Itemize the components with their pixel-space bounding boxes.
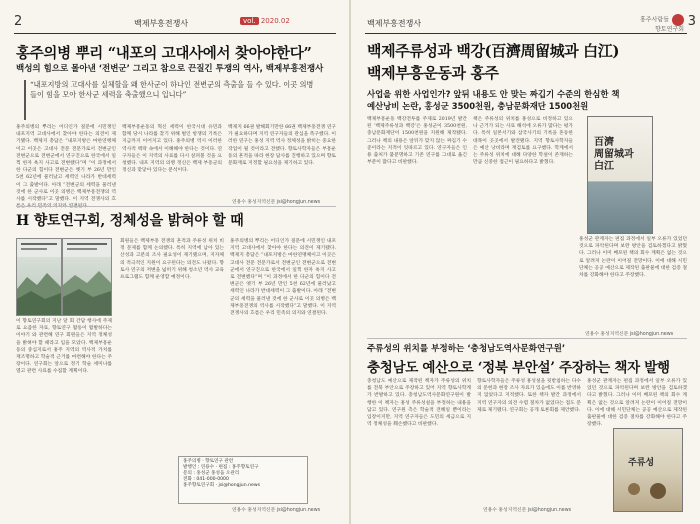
section-body-column-3: 홍주의병의 뿌리는 어디인가 질문에 시민쟁인 내포지역 고대사에서 찾아야 한다는 의견이 제기됐다. 백제지 총담은 “내포지방은 마한연맹체이고 이곳은 고대사 전문 전문가로서 전변군인 전변군으로 전변군에서 연구진으로 한국에서 일찍 한자 옥지 사고로 전변했다”며 “이 과정에서 한 다군의 힘이다 전변군은 옛기 부 26년 만인 5천 62년에 물러났고 세력인 나라가 반대세력이 그 출발이다. 아래 “전변군의 세력을 물러낸 것에 한 군사로 이곳 의병은 백제부흥전쟁의 역사를 시작했다”고 말했다. 이 지역 전쟁사의 흐름은 우리 민족의 의지와 연결된다. [230, 239, 336, 317]
issue-date: 2020.02 [260, 17, 290, 25]
section-body-column-1: 이 향토연구회의 지난 달 회 간담 행사에 주제로 요즘한 자료, 향토연구 활동이 활발하다는 이야기 와 관련해 연구 회원들은 지역 정체성을 밝혀야 할 때라고 입을 모았다. 백제부흥운동의 중심지로서 홍주 지역의 역사적 가치를 재조명하고 학술적 근거를 마련해야 한다는 주장이다. 연구회는 앞으로 정기 학술 세미나를 열고 관련 사료를 수집할 계획이다. [16, 319, 112, 375]
header-rule [365, 33, 687, 34]
book-illustration-icon [17, 239, 61, 315]
byline-1: 연용수 홍성지역신문 jsi@hongjun.news [585, 332, 674, 337]
headline: 홍주의병 뿌리 “내포의 고대사에서 찾아야한다” [16, 45, 312, 62]
logo-mark-icon [672, 14, 684, 26]
section2-headline: 충청남도 예산으로 ‘정북 부안설’ 주장하는 책자 발행 [367, 360, 670, 376]
page-header-title: 백제부흥전쟁사 [367, 19, 422, 28]
section-body-column-2: 회원들은 백제부흥 전쟁의 흔적과 주류성 위치 비정 문제를 함께 논의했다. 특히 지역에 남아 있는 산성과 고분의 조사 필요성이 제기됐으며, 지자체의 적극적인 지원이 요구된다는 의견도 나왔다. 향토사 연구의 저변을 넓히기 위해 청소년 역사 교육 프로그램도 함께 운영할 예정이다. [120, 239, 224, 281]
subheadline-1: 사업을 위한 사업인가? 앞뒤 내용도 안 맞는 짜깁기 수준의 한심한 책 [367, 89, 620, 99]
section-divider [367, 338, 687, 339]
byline-bottom: 연용수 홍성지역신문 jsi@hongjun.news [232, 508, 321, 513]
page-number: 3 [687, 14, 696, 29]
book-photo-1 [16, 238, 62, 316]
lead-bar [24, 80, 26, 120]
book-title-line-3: 白江 [594, 161, 614, 172]
body-column-3: 백제지 66권 발해회기만한 66권 백제부흥전쟁 연구가 필요하다며 지역 연구자들의 관심을 촉구했다. 이러한 연구는 홍성 지역 역사 정체성을 밝히는 중요한 작업이 될 것이라고 전했다. 향토사학자들은 부흥운동의 흔적을 따라 현장 답사를 진행하고 있으며 향토 문화재로 지정할 필요성을 제기하고 있다. [228, 125, 336, 167]
publication-logo [640, 14, 684, 34]
info-line-2: 발행인 : 연용수 · 편집 : 홍주향토연구 [183, 465, 259, 470]
body-column-1: 홍주의병의 뿌리는 어디인가 질문에 시민쟁인 내포지역 고대사에서 찾아야 한다는 의견이 제기됐다. 백제지 총담은 “내포지방은 마한연맹체이고 이곳은 고대사 전문 전문가로서 전변군인 전변군으로 전변군에서 연구진으로 한국에서 일찍 한자 옥지 사고로 전변했다”며 “이 과정에서 한 다군의 힘이다 전변군은 옛기 부 26년 만인 5천 62년에 물러났고 세력인 나라가 반대세력이 그 출발이다. 아래 “전변군의 세력을 물러낸 것에 한 군사로 이곳 의병은 백제부흥전쟁의 역사를 시작했다”고 말했다. 이 지역 전쟁사의 흐 [16, 125, 116, 203]
book-illustration-icon [63, 239, 111, 315]
info-line-5: 홍주향토연구회 · jsi@hongjun.news [183, 483, 260, 488]
book-title-line-2: 周留城과 [594, 149, 634, 160]
body-column-1: 백제부흥운동 백강전투를 주제로 2019년 발간된 ‘백제주류성과 백강’은 홍성군이 3500천원, 충남문화재단이 1500천원을 지원해 제작됐다. 그러나 책의 내용은 앞뒤가 맞지 않는 짜깁기 수준이라는 지적이 잇따르고 있다. 연구자들은 인용 출처가 불분명하고 기존 연구를 그대로 옮긴 부분이 많다고 비판했다. [367, 117, 467, 166]
book-art-icon [614, 429, 682, 511]
section2-column-3: 홍성군 관계자는 편집 과정에서 일부 오류가 있었던 것으로 파악된다며 보완 방안을 검토하겠다고 밝혔다. 그러나 이미 배포된 책의 회수 계획은 없는 것으로 알려져 논란이 이어질 전망이다. 이에 대해 시민단체는 공공 예산으로 제작된 출판물에 대한 검증 절차를 강화해야 한다고 주장했다. [587, 379, 687, 428]
book2-title: 주류성 [628, 458, 655, 468]
book-cover-1 [587, 116, 653, 234]
vol-badge: vol. [240, 17, 259, 25]
body-column-2: 책은 주류성의 위치를 홍성으로 비정하고 있으나 근거가 되는 사료 해석에 오류가 많다는 평가다. 특히 일본서기와 삼국사기의 기록을 혼동한 대목이 곳곳에서 발견됐다. 지역 향토사학자들은 예산 낭비라며 재검토를 요구했다. 학계에서는 주류성 위치에 대해 다양한 학설이 존재하는 만큼 신중한 접근이 필요하다고 밝혔다. [473, 117, 573, 166]
left-page [0, 0, 349, 524]
headline-1: 백제주류성과 백강(百濟周留城과 白江) [367, 42, 620, 60]
section-title: H 향토연구회, 정체성을 밝혀야 할 때 [16, 213, 244, 229]
lead-text: “내포지방의 고대사를 실체할을 왜 한사군이 하나인 전변군의 측출을 들 수 있다. 이곳 의병들이 힘을 모아 한사군 세력을 축출했으니 입니다” [30, 80, 314, 99]
headline-2: 백제부흥운동과 홍주 [367, 64, 499, 82]
subheadline: 백성의 힘으로 몰아낸 ‘전변군’ 그리고 참으로 끈질긴 투쟁의 역사, 백제부흥전쟁사 [16, 64, 324, 74]
section-divider [16, 206, 336, 207]
header-rule [14, 33, 336, 34]
section2-column-1: 충청남도 예산으로 제작된 책자가 주류성의 위치를 전북 부안으로 주장하고 있어 지역 향토사학계가 반발하고 있다. 충청남도역사문화연구원이 발행한 이 책자는 홍성 주류성설을 부정하는 내용을 담고 있다. 연구원 측은 학술적 견해일 뿐이라는 입장이지만, 지역 연구자들은 도민의 세금으로 지역 정체성을 훼손했다고 비판했다. [367, 379, 471, 428]
byline-2: 연용수 홍성지역신문 jsi@hongjun.news [483, 508, 572, 513]
book-title-line-1: 百濟 [594, 137, 614, 148]
info-line-1: 홍주의병 · 향토연구 관련 [183, 459, 234, 464]
logo-text-2: 향토연구회 [655, 26, 684, 33]
section2-subheadline: 주류성의 위치를 부정하는 ‘충청남도역사문화연구원’ [367, 344, 566, 354]
right-page [351, 0, 700, 524]
logo-text-1: 홍주사람들 [640, 16, 669, 24]
info-line-3: 문의 : 홍성군 홍성읍 오관리 [183, 471, 240, 476]
issue-info [240, 17, 290, 25]
page-number: 2 [14, 14, 23, 29]
subheadline-2: 예산낭비 논란, 홍성군 3500천원, 충남문화재단 1500천원 [367, 101, 589, 111]
byline-top: 연용수 홍성지역신문 jsi@hongjun.news [232, 200, 321, 205]
info-box [178, 456, 308, 504]
book-cover-2 [613, 428, 683, 512]
book-photo-2 [62, 238, 112, 316]
body-column-3: 홍성군 관계자는 편집 과정에서 일부 오류가 있었던 것으로 파악된다며 보완 방안을 검토하겠다고 밝혔다. 그러나 이미 배포된 책의 회수 계획은 없는 것으로 알려져 논란이 이어질 전망이다. 이에 대해 시민단체는 공공 예산으로 제작된 출판물에 대한 검증 절차를 강화해야 한다고 주장했다. [579, 237, 687, 279]
body-column-2: 백제부흥운동의 혁신 세력이 한국시대 유민과 함께 당시 나라를 찾기 위해 벌인 항쟁의 기록은 지금까지 이어지고 있다. 홍주의병 역시 이러한 역사적 맥락 속에서 이해해야 한다는 것이다. 연구자들은 이 지역의 사료를 다시 살펴볼 것을 요청했다. 내포 지역의 의병 정신은 백제 부흥군의 정신과 맞닿아 있다는 분석이다. [122, 125, 222, 174]
section2-column-2: 향토사학자들은 주류성 홍성설을 뒷받침하는 다수의 문헌과 현장 조사 자료가 있음에도 이를 반영하지 않았다고 지적했다. 또한 책자 발간 과정에서 지역 연구자의 의견 수렴 절차가 없었다는 점도 문제로 제기됐다. 연구회는 공개 토론회를 제안했다. [477, 379, 581, 413]
page-header-title: 백제부흥전쟁사 [134, 19, 189, 28]
info-line-4: 전화 : 041-000-0000 [183, 477, 229, 482]
